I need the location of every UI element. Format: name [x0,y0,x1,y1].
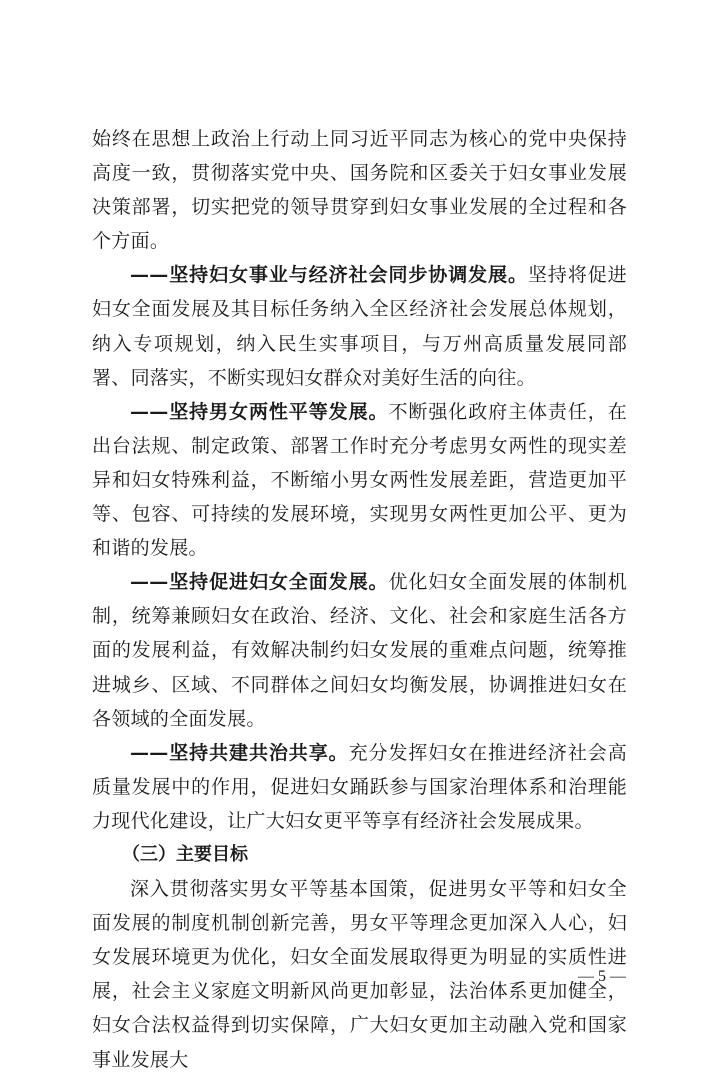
principle-lead: ——坚持共建共治共享。 [130,741,349,764]
intro-paragraph: 始终在思想上政治上行动上同习近平同志为核心的党中央保持高度一致，贯彻落实党中央、国务院和区委关于妇女事业发展决策部署，切实把党的领导贯穿到妇女事业发展的全过程和各个方面。 [92,128,627,253]
page-number: — 5 — [578,968,626,985]
section-heading: （三）主要目标 [122,843,248,865]
principle-lead: ——坚持妇女事业与经济社会同步协调发展。 [130,264,528,287]
principle-paragraph-1 [92,258,627,394]
principle-paragraph-3 [92,565,627,735]
principle-text: 不断强化政府主体责任，在出台法规、制定政策、部署工作时充分考虑男女两性的现实差异和妇女特殊利益，不断缩小男女两性发展差距，营造更加平等、包容、可持续的发展环境，实现男女两性更加公平、更为和谐的发展。 [92,400,627,560]
principle-lead: ——坚持男女两性平等发展。 [130,400,389,423]
principle-text: 优化妇女全面发展的体制机制，统筹兼顾妇女在政治、经济、文化、社会和家庭生活各方面的发展利益，有效解决制约妇女发展的重难点问题，统筹推进城乡、区域、不同群体之间妇女均衡发展，协调推进妇女在各领域的全面发展。 [92,571,627,730]
principle-lead: ——坚持促进妇女全面发展。 [130,571,389,594]
principle-paragraph-2 [92,395,627,565]
goal-paragraph: 深入贯彻落实男女平等基本国策，促进男女平等和妇女全面发展的制度机制创新完善，男女平等理念更加深入人心，妇女发展环境更为优化，妇女全面发展取得更为明显的实质性进展，社会主义家庭文明新风尚更加彰显，法治体系更加健全，妇女合法权益得到切实保障，广大妇女更加主动融入党和国家事业发展大 [92,878,627,1071]
principle-paragraph-4 [92,736,627,838]
principle-text: 充分发挥妇女在推进经济社会高质量发展中的作用，促进妇女踊跃参与国家治理体系和治理能力现代化建设，让广大妇女更平等享有经济社会发展成果。 [92,741,627,832]
document-body [92,122,627,1077]
principle-text: 坚持将促进妇女全面发展及其目标任务纳入全区经济社会发展总体规划，纳入专项规划，纳入民生实事项目，与万州高质量发展同部署、同落实，不断实现妇女群众对美好生活的向往。 [92,264,627,389]
